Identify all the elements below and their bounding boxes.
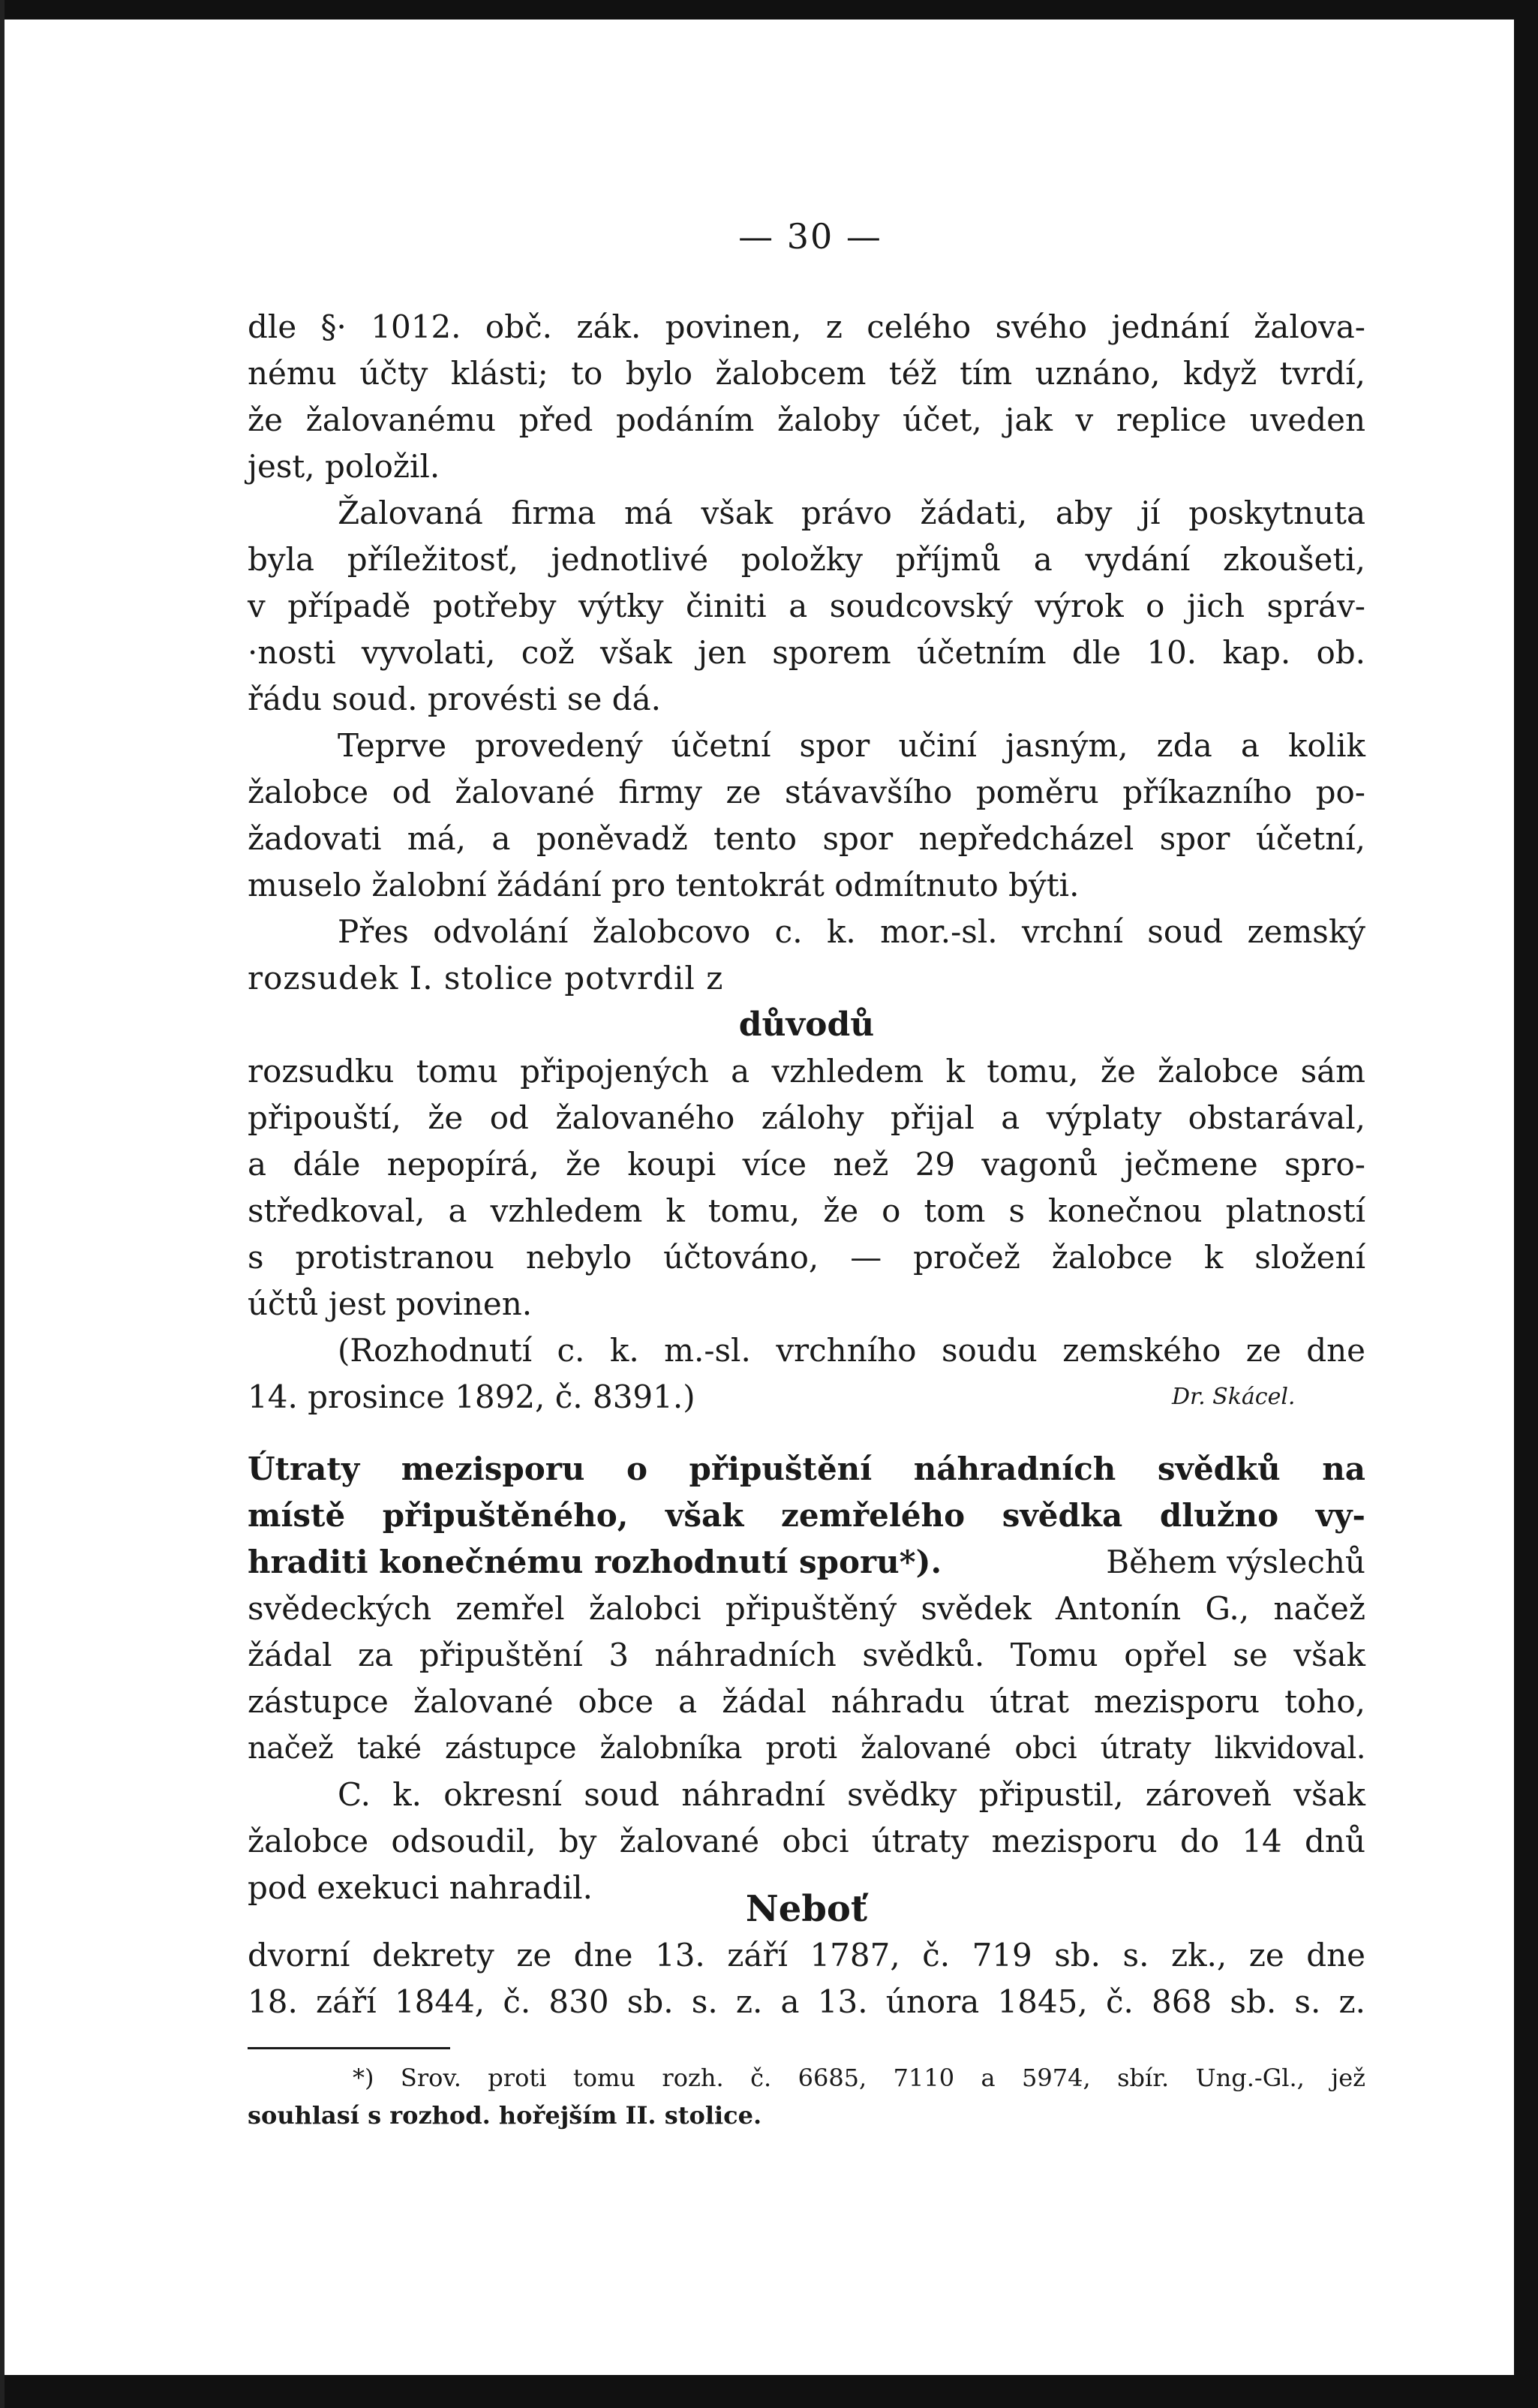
scan-border-left (0, 0, 5, 2408)
scan-border-bottom (0, 2375, 1538, 2408)
text-line: byla příležitosť, jednotlivé položky příjmů a vydání zkoušeti, (248, 541, 1365, 578)
footnote-line: souhlasí s rozhod. hořejším II. stolice. (248, 2101, 762, 2130)
text-line: že žalovanému před podáním žaloby účet, jak v replice uveden (248, 401, 1365, 438)
text-line: Přes odvolání žalobcovo c. k. mor.-sl. vrchní soud zemský (338, 913, 1365, 950)
bold-heading-line: místě připuštěného, však zemřelého svědka dlužno vy- (248, 1497, 1365, 1534)
text-line: muselo žalobní žádání pro tentokrát odmítnuto býti. (248, 867, 1080, 903)
text-line: nému účty klásti; to bylo žalobcem též tím uznáno, když tvrdí, (248, 355, 1365, 392)
footnote-line: *) Srov. proti tomu rozh. č. 6685, 7110 a 5974, sbír. Ung.-Gl., jež (353, 2064, 1365, 2092)
scan-border-right (1514, 0, 1538, 2408)
bold-heading-line: Útraty mezisporu o připuštění náhradních svědků na (248, 1451, 1365, 1487)
text-line: 14. prosince 1892, č. 8391.) (248, 1378, 695, 1415)
page-number: — 30 — (738, 216, 882, 257)
text-line: řádu soud. provésti se dá. (248, 681, 661, 717)
text-line: načež také zástupce žalobníka proti žalované obci útraty likvidoval. (248, 1731, 1365, 1766)
text-line: žadovati má, a poněvadž tento spor nepředcházel spor účetní, (248, 820, 1365, 857)
text-line: (Rozhodnutí c. k. m.-sl. vrchního soudu zemského ze dne (338, 1332, 1365, 1369)
text-line: žalobce od žalované firmy ze stávavšího poměru příkazního po- (248, 774, 1365, 810)
signature: Dr. Skácel. (1172, 1384, 1296, 1410)
text-line: Teprve provedený účetní spor učiní jasným, zda a kolik (338, 727, 1365, 764)
bold-heading-line: hraditi konečnému rozhodnutí sporu*). (248, 1544, 942, 1580)
text-line: Během výslechů (1106, 1544, 1365, 1580)
footnote-rule (248, 2047, 450, 2049)
text-line: rozsudek I. stolice potvrdil z (248, 960, 724, 997)
scan-border-top (0, 0, 1538, 20)
text-line: žádal za připuštění 3 náhradních svědků. Tomu opřel se však (248, 1637, 1365, 1673)
text-line: dle §· 1012. obč. zák. povinen, z celého svého jednání žalova- (248, 308, 1365, 345)
text-line: svědeckých zemřel žalobci připuštěný svědek Antonín G., načež (248, 1590, 1365, 1627)
text-line: žalobce odsoudil, by žalované obci útraty mezisporu do 14 dnů (248, 1823, 1365, 1859)
section-heading-duvodu: důvodů (738, 1006, 875, 1044)
text-line: Žalovaná firma má však právo žádati, aby jí poskytnuta (338, 495, 1365, 531)
text-line: v případě potřeby výtky činiti a soudcovský výrok o jich správ- (248, 588, 1365, 624)
text-line: středkoval, a vzhledem k tomu, že o tom s konečnou platností (248, 1192, 1365, 1229)
section-heading-nebot: Neboť (745, 1888, 868, 1930)
text-line: zástupce žalované obce a žádal náhradu útrat mezisporu toho, (248, 1683, 1365, 1720)
text-line: jest, položil. (248, 448, 440, 485)
text-line: pod exekuci nahradil. (248, 1869, 593, 1906)
text-line: připouští, že od žalovaného zálohy přijal a výplaty obstarával, (248, 1099, 1365, 1136)
text-line: 18. září 1844, č. 830 sb. s. z. a 13. února 1845, č. 868 sb. s. z. (248, 1983, 1365, 2020)
text-line: s protistranou nebylo účtováno, — pročež žalobce k složení (248, 1239, 1365, 1276)
text-line: účtů jest povinen. (248, 1285, 533, 1322)
text-line: ·nosti vyvolati, což však jen sporem účetním dle 10. kap. ob. (248, 634, 1365, 671)
text-line: C. k. okresní soud náhradní svědky připustil, zároveň však (338, 1776, 1365, 1813)
text-line: a dále nepopírá, že koupi více než 29 vagonů ječmene spro- (248, 1146, 1365, 1183)
text-line: dvorní dekrety ze dne 13. září 1787, č. 719 sb. s. zk., ze dne (248, 1937, 1365, 1974)
text-line: rozsudku tomu připojených a vzhledem k tomu, že žalobce sám (248, 1053, 1365, 1090)
